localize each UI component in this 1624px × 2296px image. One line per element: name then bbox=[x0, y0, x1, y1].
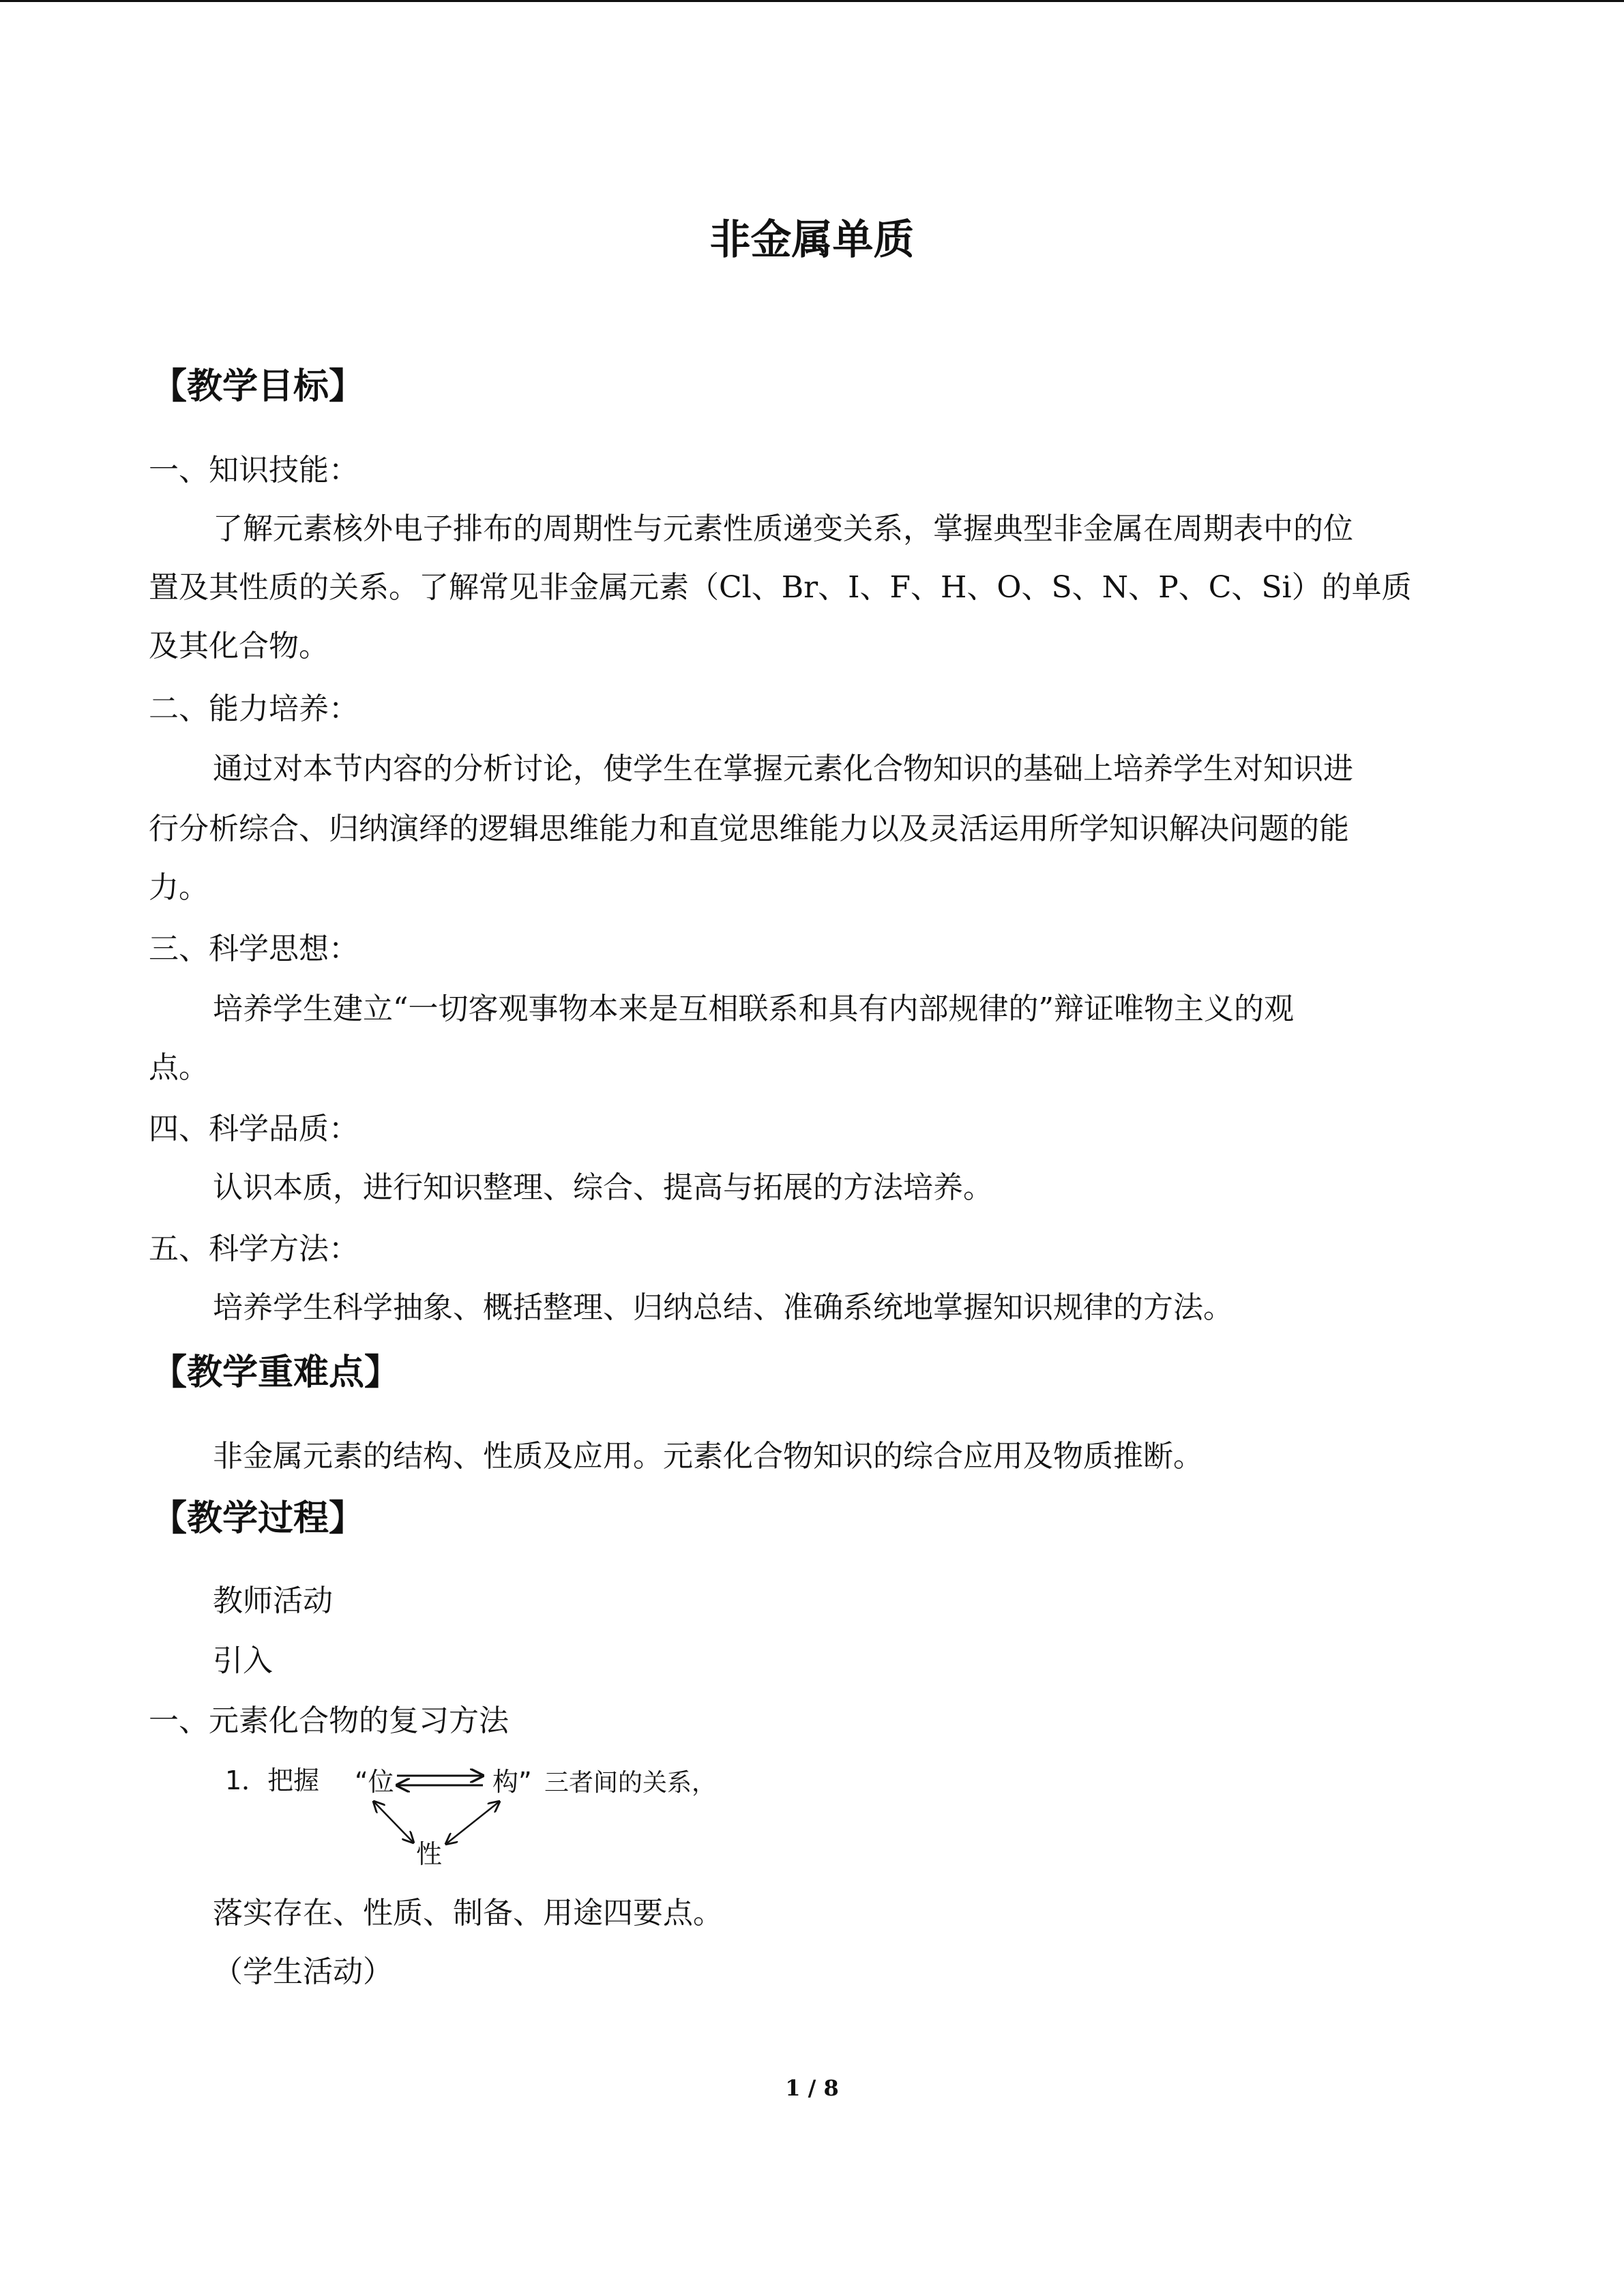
diagram-node-position: “位 bbox=[355, 1767, 394, 1797]
diagram-node-structure: 构” bbox=[492, 1767, 532, 1797]
goals-s4-label: 四、科学品质： bbox=[149, 1112, 359, 1146]
page-title: 非金属单质 bbox=[709, 216, 915, 264]
process-four-points: 落实存在、性质、制备、用途四要点。 bbox=[213, 1896, 723, 1930]
goals-s3-line-2: 点。 bbox=[149, 1050, 209, 1085]
goals-s2-line-1: 通过对本节内容的分析讨论，使学生在掌握元素化合物知识的基础上培养学生对知识进 bbox=[213, 751, 1353, 786]
keypoints-line: 非金属元素的结构、性质及应用。元素化合物知识的综合应用及物质推断。 bbox=[213, 1439, 1203, 1474]
goals-s2-line-3: 力。 bbox=[149, 870, 209, 905]
goals-s5-line: 培养学生科学抽象、概括整理、归纳总结、准确系统地掌握知识规律的方法。 bbox=[213, 1290, 1233, 1325]
process-teacher-activity: 教师活动 bbox=[213, 1583, 333, 1618]
process-header: 【教学过程】 bbox=[151, 1498, 365, 1539]
goals-header: 【教学目标】 bbox=[151, 366, 365, 407]
goals-s3-line-1: 培养学生建立“一切客观事物本来是互相联系和具有内部规律的”辩证唯物主义的观 bbox=[213, 992, 1294, 1026]
goals-s3-label: 三、科学思想： bbox=[149, 931, 359, 966]
position-structure-property-diagram bbox=[225, 1759, 743, 1868]
process-section-1: 一、元素化合物的复习方法 bbox=[149, 1703, 509, 1738]
process-intro: 引入 bbox=[213, 1643, 273, 1678]
goals-s5-label: 五、科学方法： bbox=[149, 1232, 359, 1266]
top-border-line bbox=[0, 0, 1624, 2]
diagram-suffix: 三者间的关系， bbox=[544, 1769, 717, 1797]
diagram-arrow-structure-property bbox=[446, 1802, 499, 1844]
diagram-node-property: 性 bbox=[416, 1839, 443, 1868]
goals-s2-label: 二、能力培养： bbox=[149, 691, 359, 726]
goals-s1-line-1: 了解元素核外电子排布的周期性与元素性质递变关系，掌握典型非金属在周期表中的位 bbox=[213, 511, 1353, 546]
diagram-prefix: 1．把握 bbox=[225, 1765, 320, 1795]
goals-s2-line-2: 行分析综合、归纳演绎的逻辑思维能力和直觉思维能力以及灵活运用所学知识解决问题的能 bbox=[149, 811, 1349, 846]
goals-s1-line-3: 及其化合物。 bbox=[149, 629, 329, 664]
goals-s4-line: 认识本质，进行知识整理、综合、提高与拓展的方法培养。 bbox=[213, 1170, 993, 1205]
page-number: 1 / 8 bbox=[785, 2075, 839, 2101]
goals-s1-label: 一、知识技能： bbox=[149, 453, 359, 488]
process-student-activity: （学生活动） bbox=[213, 1954, 393, 1989]
diagram-arrow-position-property bbox=[374, 1802, 413, 1843]
keypoints-header: 【教学重难点】 bbox=[151, 1352, 400, 1393]
goals-s1-line-2: 置及其性质的关系。了解常见非金属元素（Cl、Br、I、F、H、O、S、N、P、C、Si）的单质 bbox=[149, 570, 1412, 605]
